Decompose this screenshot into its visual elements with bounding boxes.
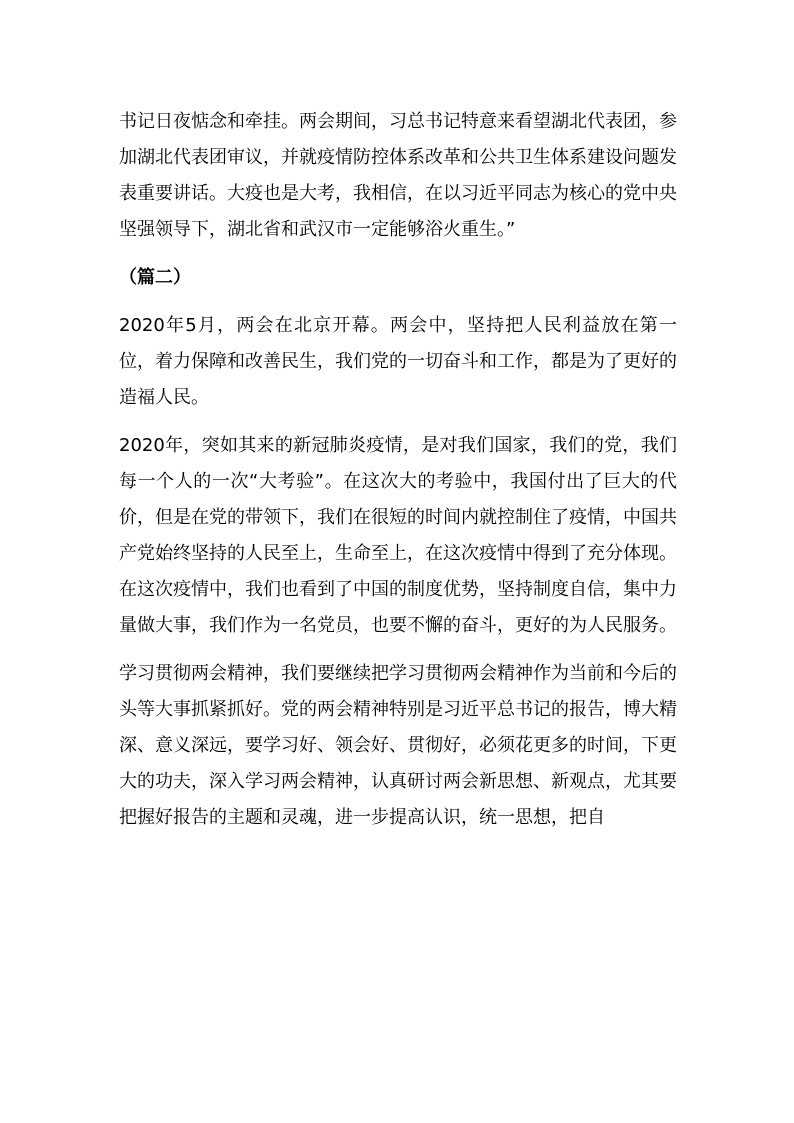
paragraph-4: 学习贯彻两会精神，我们要继续把学习贯彻两会精神作为当前和今后的头等大事抓紧抓好。党的两会精神特别是习近平总书记的报告，博大精深、意义深远，要学习好、领会好、贯彻好，必须花更多的时间，下更大的功夫，深入学习两会精神，认真研讨两会新思想、新观点，尤其要把握好报告的主题和灵魂，进一步提高认识，统一思想，把自 [119,663,677,828]
document-body [119,104,677,836]
paragraph-1: 书记日夜惦念和牵挂。两会期间，习总书记特意来看望湖北代表团，参加湖北代表团审议，并就疫情防控体系改革和公共卫生体系建设问题发表重要讲话。大疫也是大考，我相信，在以习近平同志为核心的党中央坚强领导下，湖北省和武汉市一定能够浴火重生。” [119,111,677,240]
section-heading: （篇二） [119,267,191,288]
paragraph-2: 2020年5月，两会在北京开幕。两会中，坚持把人民利益放在第一位，着力保障和改善民生，我们党的一切奋斗和工作，都是为了更好的造福人民。 [119,315,677,408]
paragraph-3: 2020年，突如其来的新冠肺炎疫情，是对我们国家，我们的党，我们每一个人的一次“大考验”。在这次大的考验中，我国付出了巨大的代价，但是在党的带领下，我们在很短的时间内就控制住了疫情，中国共产党始终坚持的人民至上，生命至上，在这次疫情中得到了充分体现。在这次疫情中，我们也看到了中国的制度优势，坚持制度自信，集中力量做大事，我们作为一名党员，也要不懈的奋斗，更好的为人民服务。 [119,435,677,636]
